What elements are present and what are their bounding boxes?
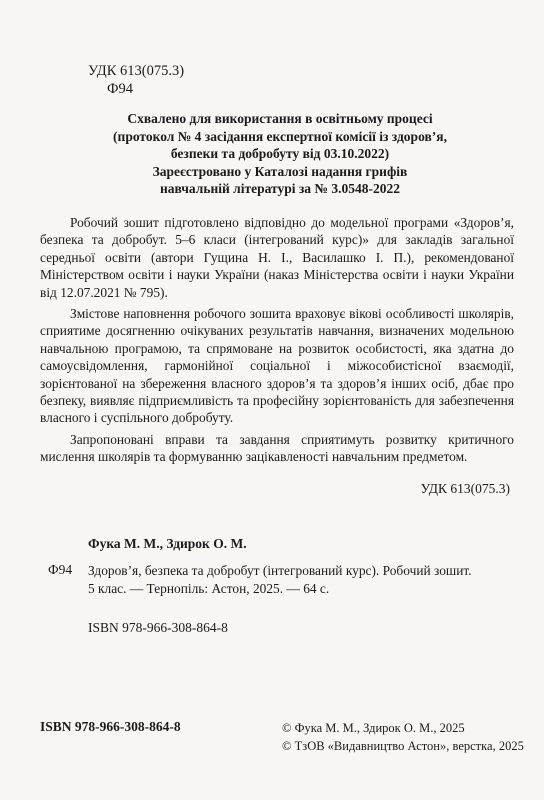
catalog-authors: Фука М. М., Здирок О. М. bbox=[88, 536, 247, 551]
copyright-block bbox=[282, 719, 524, 755]
author-sign-top: Ф94 bbox=[107, 81, 133, 97]
annotation-paragraph: Змістове наповнення робочого зошита враховує вікові особливості школярів, сприятиме досягненню очікуваних результатів навчання, визначених модельною навчальною програмою, та спрямоване на розвиток особистості, яка здатна до самоусвідомлення, гармонійної соціальної і міжособистісної взаємодії, зорієнтованої на збереження власного здоров’я та здоров’я інших осіб, дбає про безпеку, виявляє підприємливість та професійну зорієнтованість для забезпечення власного і суспільного добробуту. bbox=[40, 306, 514, 426]
catalog-isbn: ISBN 978-966-308-864-8 bbox=[88, 620, 228, 635]
udk-code-right: УДК 613(075.3) bbox=[420, 481, 510, 496]
approval-line: навчальній літературі за № 3.0548-2022 bbox=[160, 181, 400, 196]
catalog-description bbox=[88, 562, 508, 598]
catalog-title-line: Здоров’я, безпека та добробут (інтегрований курс). Робочий зошит. bbox=[88, 563, 472, 578]
approval-line: безпеки та добробуту від 03.10.2022) bbox=[170, 146, 390, 161]
approval-line: Зареєстровано у Каталозі надання грифів bbox=[152, 163, 408, 179]
approval-line: (протокол № 4 засідання експертної комісії із здоров’я, bbox=[113, 128, 447, 144]
catalog-author-sign: Ф94 bbox=[48, 562, 73, 577]
approval-notice bbox=[60, 110, 500, 198]
copyright-line: © Фука М. М., Здирок О. М., 2025 bbox=[282, 721, 465, 735]
copyright-line: © ТзОВ «Видавництво Астон», верстка, 2025 bbox=[282, 739, 524, 753]
udk-code-top: УДК 613(075.3) bbox=[88, 63, 185, 79]
catalog-publication-line: 5 клас. — Тернопіль: Астон, 2025. — 64 с. bbox=[88, 581, 330, 596]
annotation-text bbox=[40, 214, 514, 470]
approval-line: Схвалено для використання в освітньому процесі bbox=[127, 111, 433, 126]
footer-isbn: ISBN 978-966-308-864-8 bbox=[40, 719, 181, 734]
annotation-paragraph: Робочий зошит підготовлено відповідно до модельної програми «Здоров’я, безпека та добробут. 5–6 класи (інтегрований курс)» для закладів загальної середньої освіти (автори Гущина Н. І., Василашко І. П.), рекомендованої Міністерством освіти і науки України (наказ Міністерства освіти і науки України від 12.07.2021 № 795). bbox=[40, 215, 514, 300]
annotation-paragraph: Запропоновані вправи та завдання сприятимуть розвитку критичного мислення школярів та формуванню зацікавленості навчальним предметом. bbox=[40, 431, 514, 465]
